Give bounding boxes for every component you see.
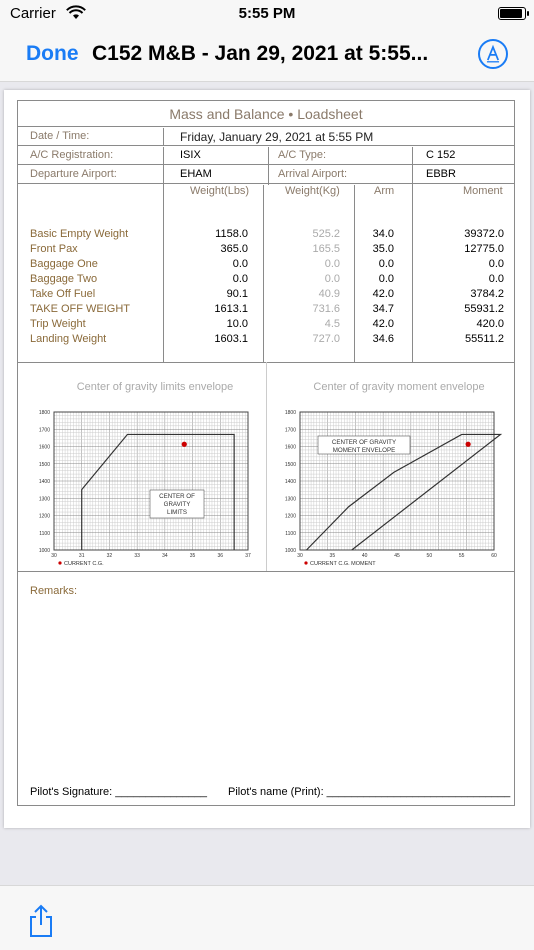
arm-cell: 0.0 — [378, 273, 394, 285]
navigation-bar — [0, 30, 534, 82]
pilot-name-field: Pilot's name (Print): ______________________________ — [228, 786, 511, 798]
envelope-label-text: LIMITS — [167, 509, 187, 516]
envelope-label-text: GRAVITY — [163, 501, 191, 508]
x-tick-label: 30 — [51, 553, 57, 559]
divider — [354, 185, 355, 362]
arm-cell: 0.0 — [378, 258, 394, 270]
cg-limits-chart — [22, 394, 262, 567]
weight-lbs-cell: 0.0 — [232, 258, 248, 270]
divider — [163, 147, 164, 185]
arm-cell: 34.7 — [372, 303, 394, 315]
legend-marker — [58, 561, 61, 564]
remarks-label: Remarks: — [30, 585, 78, 597]
row-label: Front Pax — [30, 243, 78, 255]
registration-row — [18, 147, 514, 165]
weight-kg-cell: 0.0 — [324, 258, 340, 270]
y-tick-label: 1400 — [284, 479, 296, 485]
moment-cell: 420.0 — [476, 318, 504, 330]
weight-kg-cell: 4.5 — [324, 318, 340, 330]
bottom-toolbar — [0, 885, 534, 950]
weight-lbs-cell: 1158.0 — [215, 228, 248, 240]
col-weight-kg: Weight(Kg) — [285, 185, 340, 197]
divider — [268, 147, 269, 185]
divider — [163, 185, 164, 362]
loadsheet — [17, 100, 515, 806]
x-tick-label: 60 — [491, 553, 497, 559]
row-label: Baggage Two — [30, 273, 98, 285]
carrier-label: Carrier — [10, 5, 56, 22]
y-tick-label: 1600 — [38, 444, 50, 451]
weight-lbs-cell: 365.0 — [220, 243, 248, 255]
weight-lbs-cell: 1613.1 — [214, 303, 248, 315]
cg-moment-title: Center of gravity moment envelope — [313, 381, 485, 393]
x-tick-label: 31 — [78, 553, 85, 559]
moment-cell: 39372.0 — [464, 228, 504, 240]
col-arm: Arm — [374, 185, 395, 197]
type-value: C 152 — [426, 149, 456, 161]
envelope-label-text: MOMENT ENVELOPE — [332, 447, 396, 454]
row-label: Trip Weight — [30, 318, 86, 330]
date-label: Date / Time: — [30, 130, 90, 142]
airports-row — [18, 166, 514, 184]
x-tick-label: 40 — [361, 553, 368, 559]
x-tick-label: 36 — [217, 553, 224, 559]
weight-lbs-cell: 1603.1 — [214, 333, 248, 345]
share-icon[interactable] — [28, 904, 54, 938]
row-label: TAKE OFF WEIGHT — [30, 303, 131, 315]
weight-kg-cell: 525.2 — [312, 228, 340, 240]
current-cg-point — [466, 442, 471, 447]
y-tick-label: 1400 — [38, 479, 50, 485]
legend-label: CURRENT C.G. — [64, 561, 104, 567]
arrival-label: Arrival Airport: — [278, 168, 348, 180]
departure-value: EHAM — [180, 168, 212, 180]
x-tick-label: 32 — [106, 553, 113, 559]
status-time: 5:55 PM — [238, 5, 296, 22]
weight-kg-cell: 731.6 — [312, 303, 340, 315]
x-tick-label: 34 — [162, 553, 168, 559]
y-tick-label: 1500 — [38, 461, 50, 468]
divider — [412, 185, 413, 362]
nav-title: C152 M&B - Jan 29, 2021 at 5:55... — [92, 42, 429, 65]
legend-label: CURRENT C.G. MOMENT — [310, 561, 376, 567]
moment-cell: 0.0 — [488, 273, 504, 285]
moment-cell: 55511.2 — [465, 333, 504, 345]
cg-moment-chart — [268, 394, 508, 567]
pilot-signature-field: Pilot's Signature: _______________ — [30, 786, 208, 798]
date-row — [18, 128, 514, 146]
y-tick-label: 1200 — [284, 513, 296, 520]
done-button[interactable]: Done — [26, 42, 79, 65]
row-label: Baggage One — [30, 258, 98, 270]
y-tick-label: 1700 — [284, 427, 296, 434]
x-tick-label: 30 — [297, 553, 303, 559]
x-tick-label: 55 — [458, 553, 465, 559]
moment-cell: 0.0 — [488, 258, 504, 270]
registration-label: A/C Registration: — [30, 149, 114, 161]
y-tick-label: 1100 — [285, 530, 296, 537]
envelope-label-text: CENTER OF GRAVITY — [331, 439, 397, 446]
legend-marker — [304, 561, 307, 564]
section-divider — [18, 571, 514, 572]
y-tick-label: 1700 — [38, 427, 50, 434]
row-label: Landing Weight — [30, 333, 107, 345]
sheet-title: Mass and Balance • Loadsheet — [18, 101, 514, 127]
divider — [263, 185, 264, 362]
x-tick-label: 35 — [329, 553, 336, 559]
divider — [412, 147, 413, 185]
moment-cell: 55931.2 — [464, 303, 504, 315]
y-tick-label: 1300 — [38, 496, 50, 503]
moment-cell: 12775.0 — [464, 243, 504, 255]
y-tick-label: 1000 — [38, 548, 50, 554]
y-tick-label: 1800 — [284, 410, 296, 416]
weight-kg-cell: 165.5 — [312, 243, 340, 255]
weight-kg-cell: 727.0 — [312, 333, 340, 345]
y-tick-label: 1500 — [284, 461, 296, 468]
arm-cell: 34.6 — [372, 333, 394, 345]
status-bar — [0, 0, 534, 30]
x-tick-label: 37 — [245, 553, 251, 559]
row-label: Take Off Fuel — [30, 288, 96, 300]
divider — [163, 128, 164, 146]
arm-cell: 42.0 — [372, 288, 394, 300]
markup-icon[interactable] — [478, 39, 508, 69]
col-moment: Moment — [463, 185, 503, 197]
document-area[interactable] — [0, 82, 534, 885]
date-value: Friday, January 29, 2021 at 5:55 PM — [180, 130, 374, 144]
weight-lbs-cell: 90.1 — [226, 288, 248, 300]
arrival-value: EBBR — [426, 168, 456, 180]
arm-cell: 42.0 — [372, 318, 394, 330]
pdf-page — [4, 90, 530, 828]
x-tick-label: 50 — [426, 553, 433, 559]
row-label: Basic Empty Weight — [30, 228, 129, 240]
departure-label: Departure Airport: — [30, 168, 117, 180]
weight-kg-cell: 0.0 — [324, 273, 340, 285]
cg-limits-title: Center of gravity limits envelope — [76, 381, 234, 393]
y-tick-label: 1800 — [38, 410, 50, 416]
y-tick-label: 1300 — [284, 496, 296, 503]
y-tick-label: 1000 — [284, 548, 296, 554]
y-tick-label: 1100 — [39, 530, 50, 537]
registration-value: ISIX — [180, 149, 201, 161]
x-tick-label: 45 — [394, 553, 400, 559]
arm-cell: 34.0 — [372, 228, 394, 240]
envelope-label-text: CENTER OF — [159, 493, 195, 500]
y-tick-label: 1600 — [284, 444, 296, 451]
weight-kg-cell: 40.9 — [318, 288, 340, 300]
arm-cell: 35.0 — [372, 243, 394, 255]
moment-cell: 3784.2 — [470, 288, 504, 300]
y-tick-label: 1200 — [38, 513, 50, 520]
x-tick-label: 35 — [189, 553, 196, 559]
weight-lbs-cell: 10.0 — [226, 318, 248, 330]
col-weight-lbs: Weight(Lbs) — [190, 185, 250, 197]
type-label: A/C Type: — [278, 149, 327, 161]
weight-lbs-cell: 0.0 — [232, 273, 248, 285]
battery-level — [500, 9, 522, 18]
battery-icon — [498, 7, 526, 20]
x-tick-label: 33 — [134, 553, 140, 559]
divider — [266, 362, 267, 571]
current-cg-point — [182, 442, 187, 447]
